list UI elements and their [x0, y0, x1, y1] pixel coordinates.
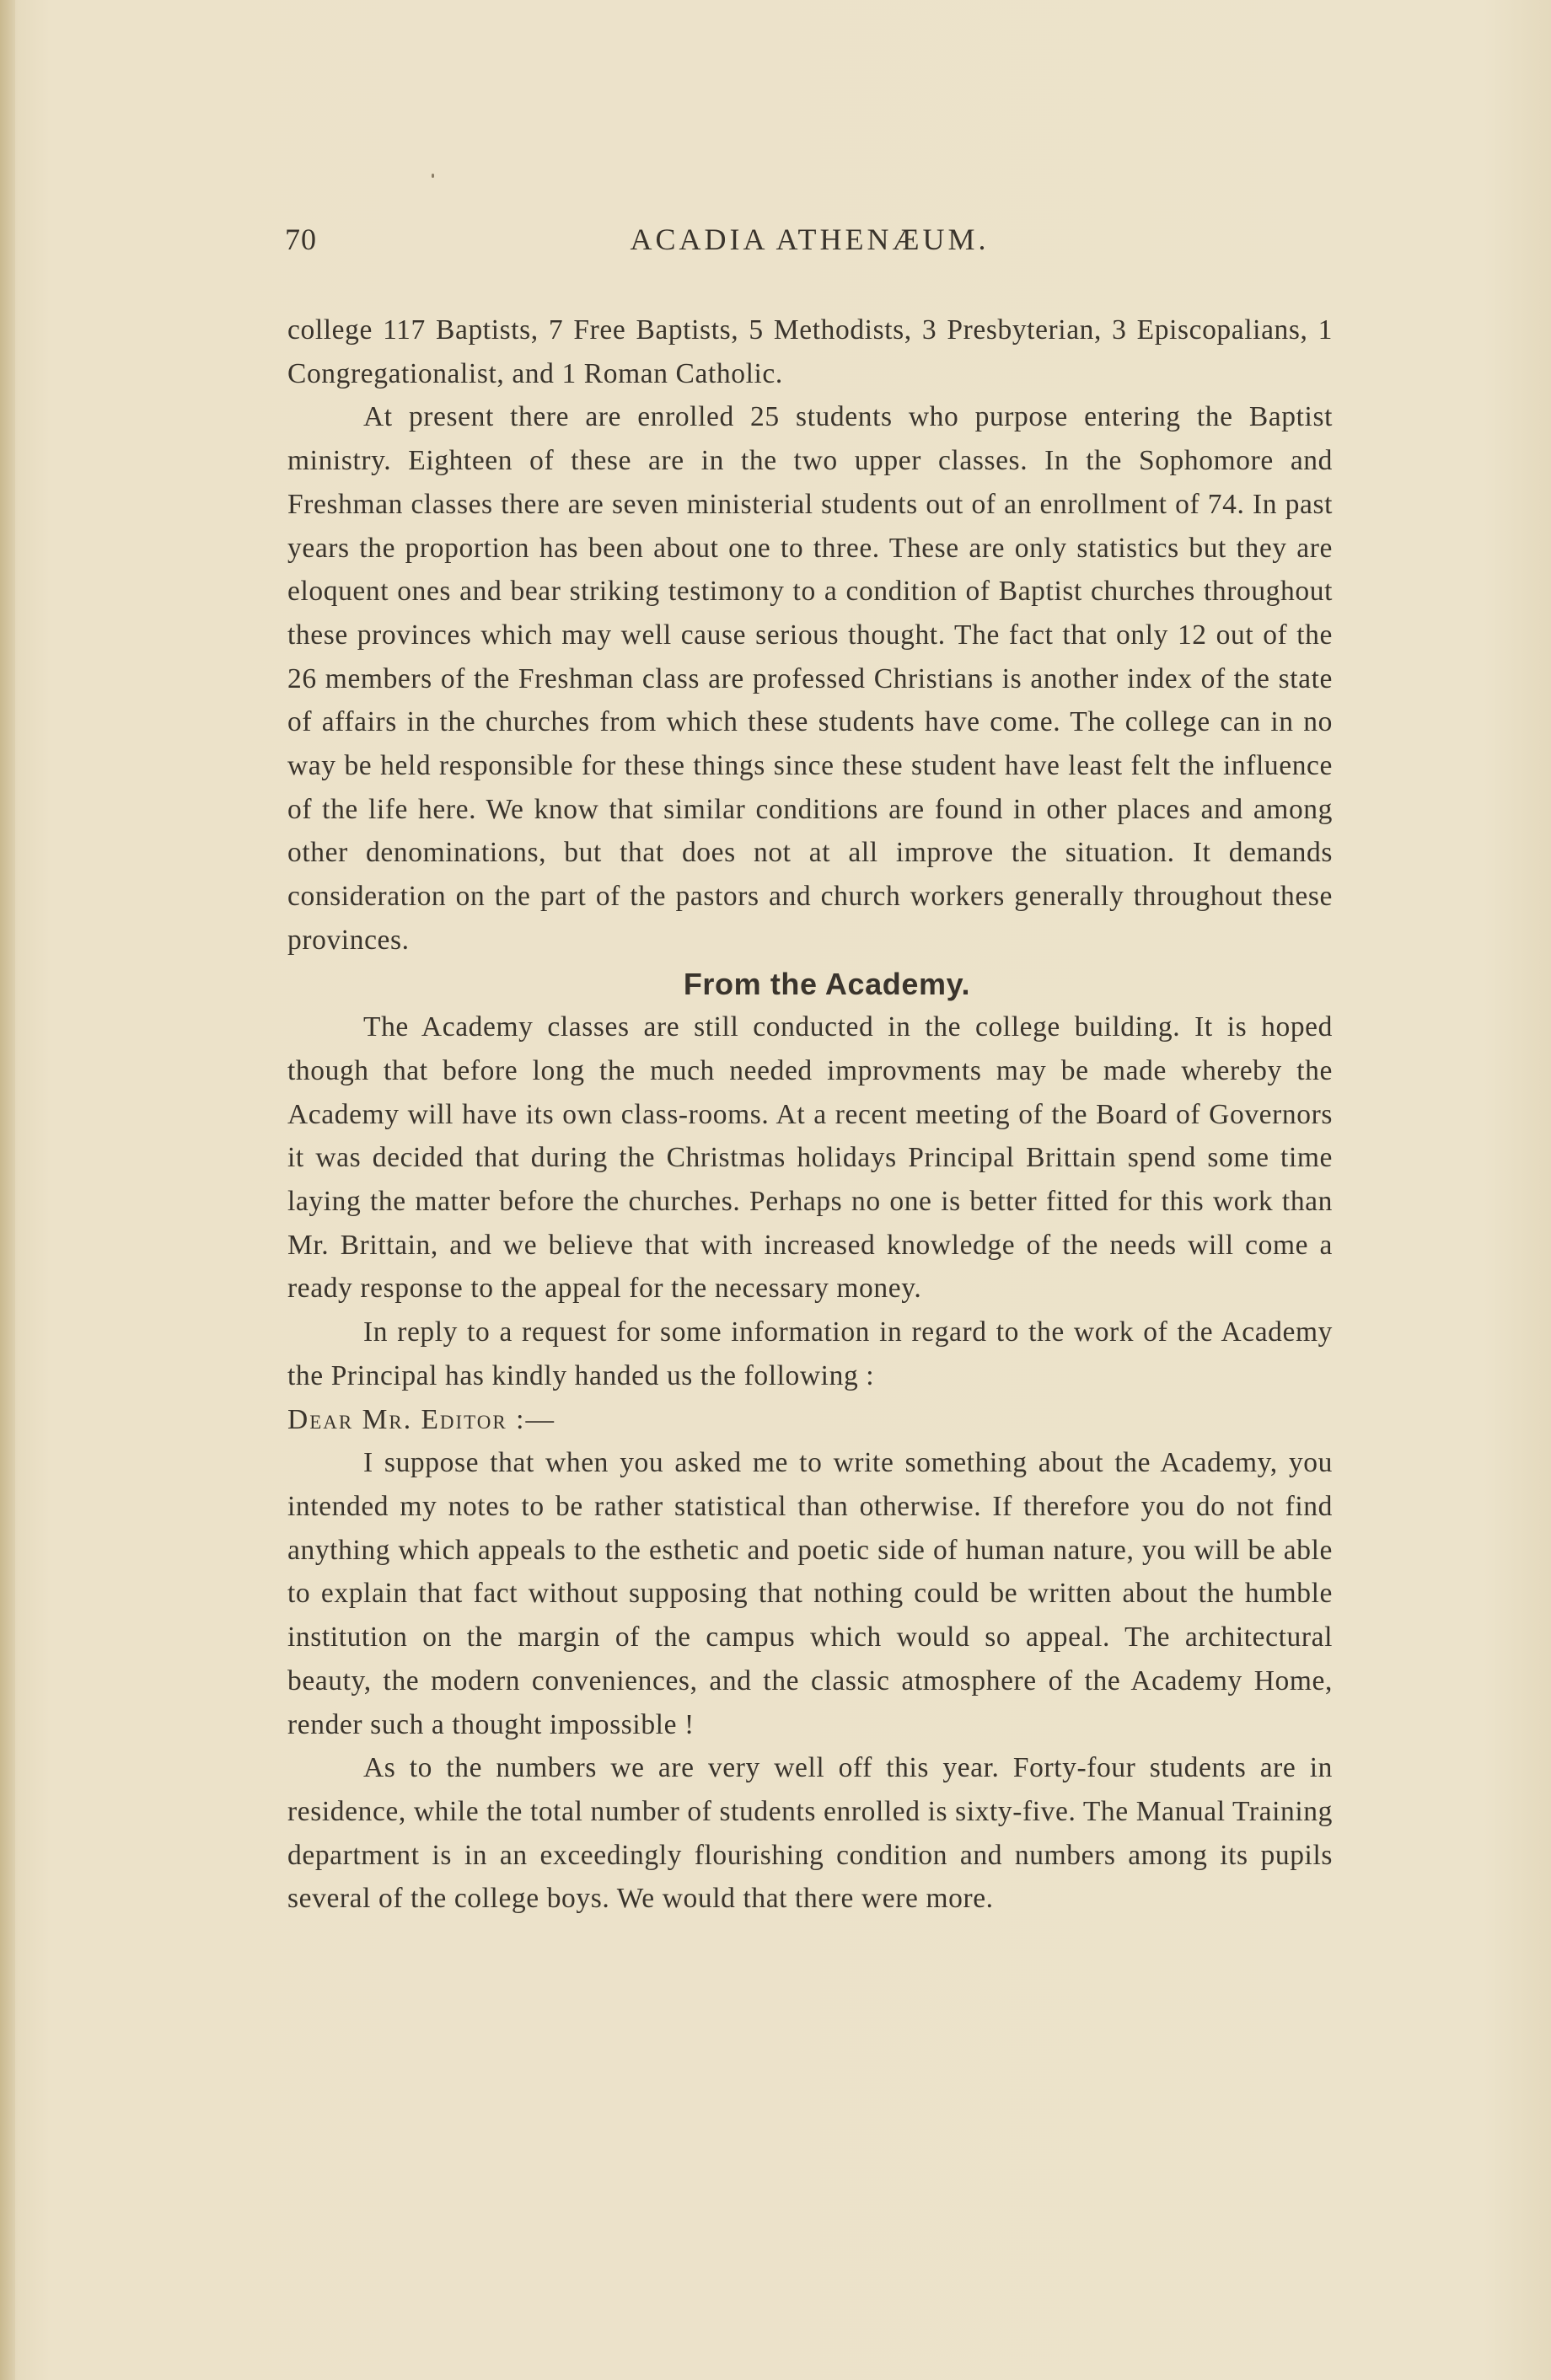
paragraph: I suppose that when you asked me to write something about the Academy, you intended my notes to be rather statistical than otherwise. If therefore you do not find anything which appeals to the esthetic and poetic side of human nature, you will be able to explain that fact without supposing that nothing could be written about the humble institution on the margin of the campus which would so appeal. The architectural beauty, the modern conveniences, and the classic atmosphere of the Academy Home, render such a thought impossible !: [287, 1447, 1333, 1740]
letter-salutation: Dear Mr. Editor :—: [287, 1403, 555, 1435]
page-binding-edge: [0, 0, 15, 2380]
running-title: ACADIA ATHENÆUM.: [630, 222, 990, 256]
paragraph: The Academy classes are still conducted in the college building. It is hoped though that before long the much needed improvments may be made whereby the Academy will have its own class-rooms. At a recent meeting of the Board of Governors it was decided that during the Christmas holidays Principal Brittain spend some time laying the matter before the churches. Perhaps no one is better fitted for this work than Mr. Brittain, and we believe that with increased knowledge of the needs will come a ready response to the appeal for the necessary money.: [287, 1011, 1333, 1305]
paragraph: In reply to a request for some information in regard to the work of the Academy the Principal has kindly handed us the following :: [287, 1316, 1333, 1391]
section-heading: From the Academy.: [683, 966, 971, 1001]
page-header: [285, 222, 1334, 264]
paper-speck: [432, 174, 434, 178]
article-body: [287, 308, 1333, 1921]
paragraph: At present there are enrolled 25 students who purpose entering the Baptist ministry. Eighteen of these are in the two upper classes. In the Sophomore and Freshman classes there are seven ministerial students out of an enrollment of 74. In past years the proportion has been about one to three. These are only statistics but they are eloquent ones and bear striking testimony to a condition of Baptist churches throughout these provinces which may well cause serious thought. The fact that only 12 out of the 26 members of the Freshman class are professed Christians is another index of the state of affairs in the churches from which these students have come. The college can in no way be held responsible for these things since these student have least felt the influence of the life here. We know that similar conditions are found in other places and among other denominations, but that does not at all improve the situation. It demands consideration on the part of the pastors and church workers generally throughout these provinces.: [287, 401, 1333, 956]
page-number: 70: [285, 222, 317, 256]
paragraph: As to the numbers we are very well off this year. Forty-four students are in residence, while the total number of students enrolled is sixty-five. The Manual Training department is in an exceedingly flourishing condition and numbers among its pupils several of the college boys. We would that there were more.: [287, 1752, 1333, 1915]
paragraph: college 117 Baptists, 7 Free Baptists, 5 Methodists, 3 Presbyterian, 3 Episcopalians, 1 Congregationalist, and 1 Roman Catholic.: [287, 314, 1333, 389]
